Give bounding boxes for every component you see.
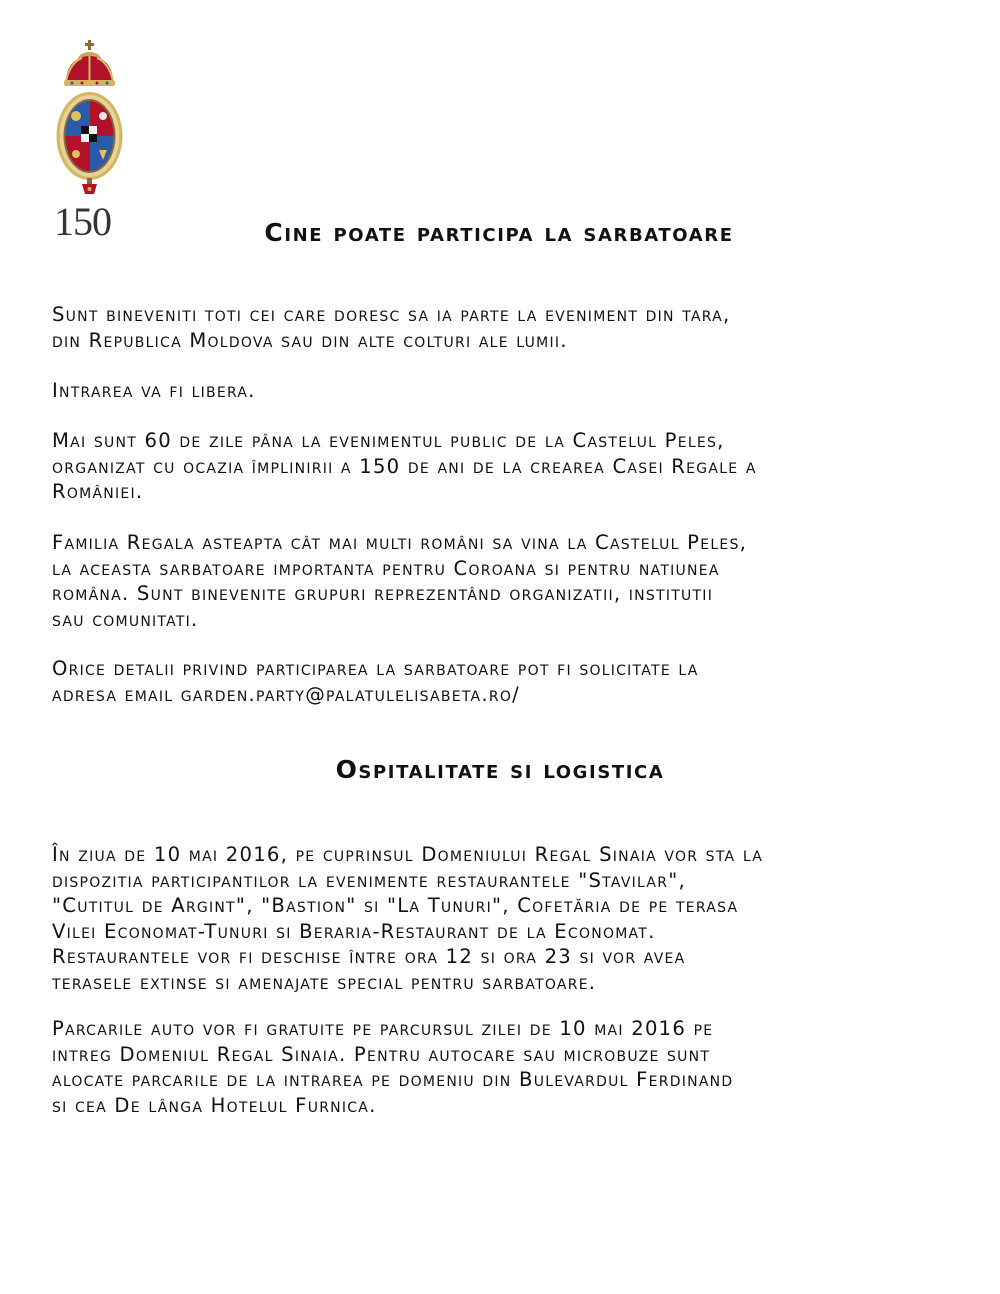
- text-line: Restaurantele vor fi deschise între ora 12 si ora 23 si vor avea: [52, 945, 686, 968]
- text-line: organizat cu ocazia împlinirii a 150 de ani de la crearea Casei Regale a: [52, 454, 757, 478]
- text-line: Sunt bineveniti toti cei care doresc sa ia parte la eveniment din tara,: [52, 303, 731, 326]
- paragraph: [52, 1016, 957, 1118]
- text-line: la aceasta sarbatoare importanta pentru Coroana si pentru natiunea: [52, 556, 720, 580]
- paragraph: [52, 530, 957, 632]
- paragraph: [52, 428, 957, 505]
- paragraph: [52, 378, 957, 404]
- section-heading-hospitality: Ospitalitate si logistica: [335, 755, 665, 784]
- text-line: Vilei Economat-Tunuri si Beraria-Restaurant de la Economat.: [52, 919, 656, 943]
- text-line: terasele extinse si amenajate special pentru sarbatoare.: [52, 970, 597, 994]
- text-line: alocate parcarile de la intrarea pe domeniu din Bulevardul Ferdinand: [52, 1068, 734, 1091]
- text-line: Orice detalii privind participarea la sarbatoare pot fi solicitate la: [52, 657, 699, 680]
- paragraph-contact: [52, 656, 957, 707]
- text-line: "Cutitul de Argint", "Bastion" si "La Tunuri", Cofetăria de pe terasa: [52, 894, 739, 917]
- text-line: României.: [52, 480, 144, 503]
- text-line: dispozitia participantilor la evenimente restaurantele "Stavilar",: [52, 868, 686, 892]
- text-line: româna. Sunt binevenite grupuri reprezentând organizatii, institutii: [52, 582, 714, 605]
- text-line: În ziua de 10 mai 2016, pe cuprinsul Domeniului Regal Sinaia vor sta la: [52, 843, 764, 866]
- royal-coat-of-arms-icon: [52, 38, 128, 198]
- logo-number: 150: [54, 199, 111, 244]
- heading-text: Cine poate participa la sarbatoare: [264, 218, 734, 247]
- text-line-email: adresa email garden.party@palatulelisabeta.ro/: [52, 682, 520, 706]
- text-line: Intrarea va fi libera.: [52, 379, 256, 402]
- paragraph: [52, 842, 957, 995]
- text-line: intreg Domeniul Regal Sinaia. Pentru autocare sau microbuze sunt: [52, 1042, 711, 1066]
- text-line: Parcarile auto vor fi gratuite pe parcursul zilei de 10 mai 2016 pe: [52, 1017, 714, 1040]
- text-line: si cea De lânga Hotelul Furnica.: [52, 1093, 377, 1117]
- section-heading-participation: [0, 218, 1000, 247]
- text-line: Mai sunt 60 de zile pâna la evenimentul public de la Castelul Peles,: [52, 429, 725, 452]
- text-line: sau comunitati.: [52, 607, 199, 631]
- text-line: Familia Regala asteapta cât mai multi români sa vina la Castelul Peles,: [52, 531, 748, 554]
- paragraph: [52, 302, 957, 353]
- text-line: din Republica Moldova sau din alte colturi ale lumii.: [52, 328, 568, 352]
